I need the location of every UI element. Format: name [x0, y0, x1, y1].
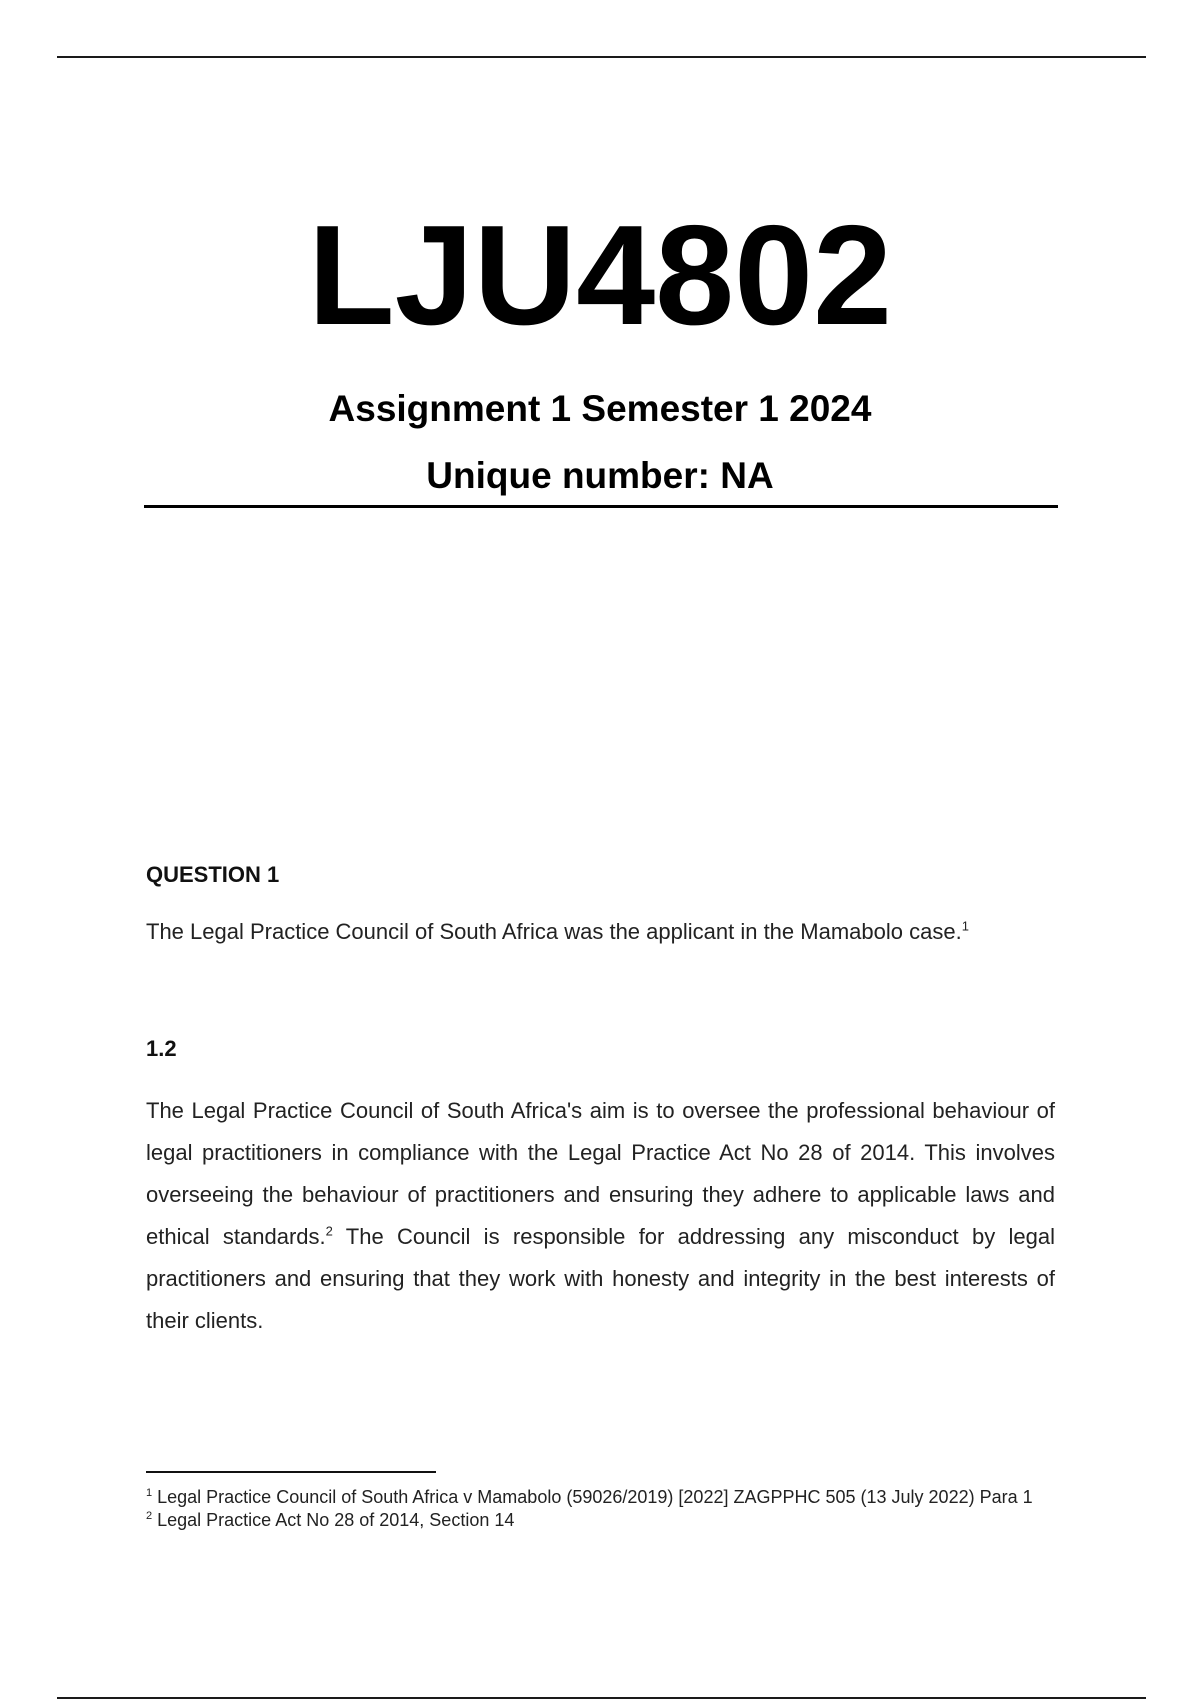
page-bottom-rule [57, 1697, 1146, 1699]
footnote-number: 2 [146, 1510, 153, 1522]
course-code-title: LJU4802 [307, 196, 893, 355]
page-top-rule [57, 56, 1146, 58]
question-1-heading: QUESTION 1 [146, 862, 280, 887]
footnote-1 [146, 1486, 1061, 1509]
footnote-separator [146, 1471, 436, 1473]
unique-number-subtitle: Unique number: NA [426, 455, 774, 496]
footnote-text: Legal Practice Act No 28 of 2014, Section 14 [152, 1510, 515, 1530]
footnote-number: 1 [146, 1487, 153, 1499]
section-1-2-text-part1: The Legal Practice Council of South Africa's aim is to oversee the professional behaviour of legal practitioners in compliance with the Legal Practice Act No 28 of 2014. This involves overseeing the behaviour of practitioners and ensuring they adhere to applicable laws and ethical standards. [146, 1098, 1055, 1249]
section-1-2-heading: 1.2 [146, 1036, 177, 1061]
assignment-subtitle: Assignment 1 Semester 1 2024 [328, 388, 872, 429]
section-1-2-text-part2: The Council is responsible for addressing any misconduct by legal practitioners and ensuring that they work with honesty and integrity in the best interests of their clients. [146, 1224, 1055, 1333]
footnote-ref-1[interactable]: 1 [961, 918, 969, 934]
title-underline [144, 505, 1058, 508]
question-1-answer [146, 919, 1055, 945]
footnote-ref-2[interactable]: 2 [325, 1223, 333, 1239]
footnote-2 [146, 1509, 1061, 1532]
section-1-2-paragraph [146, 1090, 1055, 1342]
question-1-text: The Legal Practice Council of South Africa was the applicant in the Mamabolo case. [146, 919, 962, 944]
footnotes [146, 1486, 1061, 1532]
footnote-text: Legal Practice Council of South Africa v Mamabolo (59026/2019) [2022] ZAGPPHC 505 (13 July 2022) Para 1 [152, 1487, 1033, 1507]
